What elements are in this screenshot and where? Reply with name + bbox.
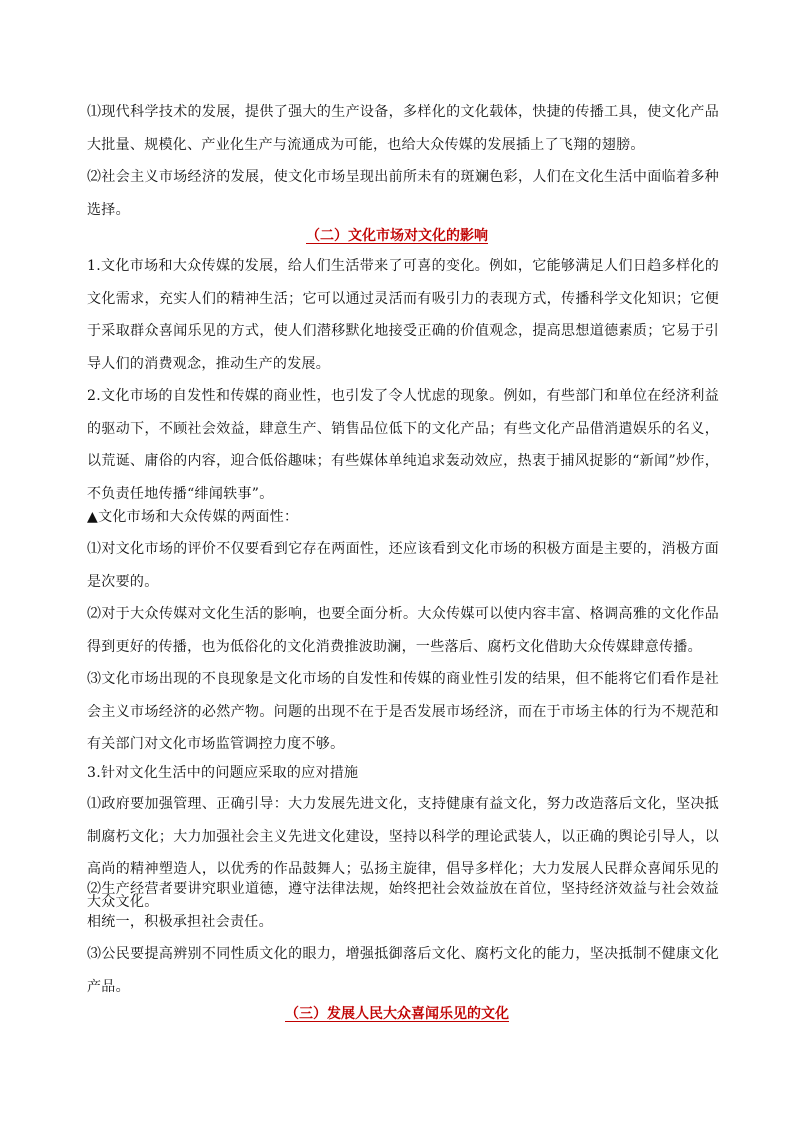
paragraph-science-technology: ⑴现代科学技术的发展，提供了强大的生产设备，多样化的文化载体，快捷的传播工具，使文化产品大批量、规模化、产业化生产与流通成为可能，也给大众传媒的发展插上了飞翔的翅膀。 [87, 104, 719, 153]
paragraph-market-economy: ⑵社会主义市场经济的发展，使文化市场呈现出前所未有的斑斓色彩，人们在文化生活中面临着多种选择。 [87, 169, 719, 218]
section-heading-3-text: （三）发展人民大众喜闻乐见的文化 [285, 1006, 509, 1022]
paragraph-government: ⑴政府要加强管理、正确引导：大力发展先进文化，支持健康有益文化，努力改造落后文化，坚决抵制腐朽文化；大力加强社会主义先进文化建设，坚持以科学的理论武装人，以正确的舆论引导人，以高尚的精神塑造人，以优秀的作品鼓舞人；弘扬主旋律，倡导多样化；大力发展人民群众喜闻乐见的大众文化。 [87, 796, 719, 910]
paragraph-positive-changes: 1.文化市场和大众传媒的发展，给人们生活带来了可喜的变化。例如，它能够满足人们日趋多样化的文化需求，充实人们的精神生活；它可以通过灵活而有吸引力的表现方式，传播科学文化知识；它便于采取群众喜闻乐见的方式，使人们潜移默化地接受正确的价值观念，提高思想道德素质；它易于引导人们的消费观念，推动生产的发展。 [87, 258, 719, 372]
section-heading-2 [0, 226, 794, 246]
paragraph-citizens: ⑶公民要提高辨别不同性质文化的眼力，增强抵御落后文化、腐朽文化的能力，坚决抵制不健康文化产品。 [87, 946, 719, 995]
paragraph-mass-media: ⑵对于大众传媒对文化生活的影响，也要全面分析。大众传媒可以使内容丰富、格调高雅的文化作品得到更好的传播，也为低俗化的文化消费推波助澜，一些落后、腐朽文化借助大众传媒肆意传播。 [87, 606, 719, 655]
paragraph-evaluate-market: ⑴对文化市场的评价不仅要看到它存在两面性，还应该看到文化市场的积极方面是主要的，消极方面是次要的。 [87, 541, 719, 590]
section-heading-2-text: （二）文化市场对文化的影响 [306, 228, 488, 244]
paragraph-bad-phenomena: ⑶文化市场出现的不良现象是文化市场的自发性和传媒的商业性引发的结果，但不能将它们看作是社会主义市场经济的必然产物。问题的出现不在于是否发展市场经济，而在于市场主体的行为不规范和有关部门对文化市场监管调控力度不够。 [87, 671, 719, 752]
paragraph-producers: ⑵生产经营者要讲究职业道德，遵守法律法规，始终把社会效益放在首位，坚持经济效益与社会效益相统一，积极承担社会责任。 [87, 881, 719, 930]
section-heading-3 [0, 1004, 794, 1024]
paragraph-two-sides-title: ▲文化市场和大众传媒的两面性： [87, 509, 299, 525]
paragraph-worrying-phenomena: 2.文化市场的自发性和传媒的商业性，也引发了令人忧虑的现象。例如，有些部门和单位在经济利益的驱动下，不顾社会效益，肆意生产、销售品位低下的文化产品；有些文化产品借消遣娱乐的名义，以荒诞、庸俗的内容，迎合低俗趣味；有些媒体单纯追求轰动效应，热衷于捕风捉影的“新闻”炒作，不负责任地传播“绯闻轶事”。 [87, 388, 719, 502]
paragraph-measures-title: 3.针对文化生活中的问题应采取的应对措施 [87, 765, 359, 781]
